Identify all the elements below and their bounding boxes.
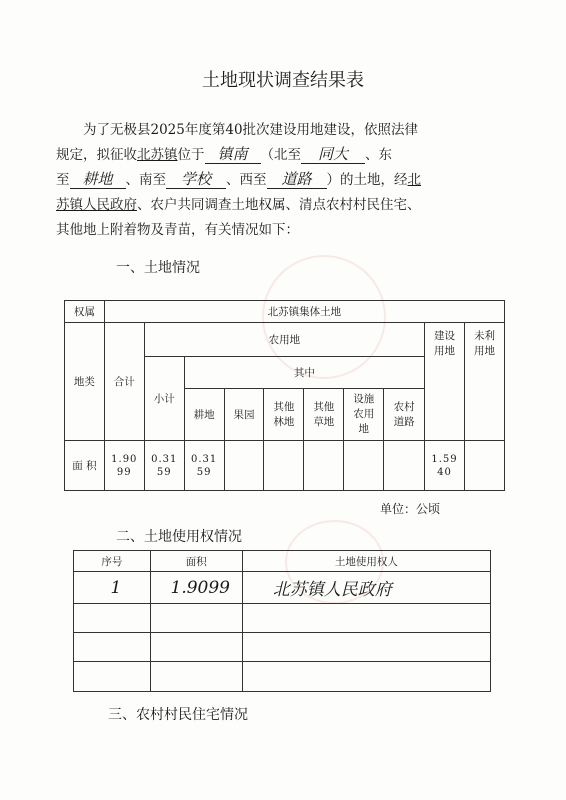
table-row [74,572,491,604]
gov-name: 苏镇人民政府 [56,197,137,213]
row-no [74,633,151,662]
section-heading-2: 二、土地使用权情况 [116,529,242,545]
col-grass: 其他草地 [304,389,344,441]
intro-text: 、东 [365,147,392,163]
ownership-label: 权属 [65,301,105,323]
ownership-value: 北苏镇集体土地 [104,301,504,323]
col-orchard: 果园 [224,389,264,441]
col-road: 农村道路 [384,389,425,441]
total-label: 合计 [104,323,144,441]
north-handwriting: 同大 [301,145,365,164]
intro-text: 规定，拟征收 [56,147,137,163]
page-title: 土地现状调查结果表 [202,70,364,91]
section-heading-3: 三、农村村民住宅情况 [108,707,248,723]
east-handwriting: 耕地 [70,170,126,189]
area-road [384,441,425,491]
intro-text: ）的土地，经 [326,172,408,188]
col-farmland: 耕地 [184,389,224,441]
construction-label: 建设用地 [425,323,465,441]
gov-name: 北 [407,172,421,188]
row-owner [242,604,490,633]
unit-label: 单位：公顷 [380,502,441,516]
row-owner [242,633,490,662]
col-header-no: 序号 [74,551,151,572]
area-label: 面 积 [65,441,105,491]
intro-paragraph [56,118,512,243]
col-header-owner: 土地使用权人 [242,551,490,572]
area-farmland: 0.3159 [184,441,224,491]
town-name: 北苏镇 [137,147,178,163]
row-area [150,633,242,662]
row-no [74,662,151,692]
row-owner [242,662,490,692]
of-which-label: 其中 [184,357,424,389]
area-unused [465,441,505,491]
intro-text: （北至 [260,147,301,163]
area-facility [344,441,384,491]
table-row [74,662,491,692]
intro-text: 、农户共同调查土地权属、清点农村村民住宅、 [137,197,421,213]
agri-label: 农用地 [144,323,424,357]
area-orchard [224,441,264,491]
land-use-right-table [73,550,491,692]
row-area [150,604,242,633]
land-table [64,300,505,491]
area-construction: 1.5940 [425,441,465,491]
area-subtotal: 0.3159 [144,441,184,491]
area-grass [304,441,344,491]
intro-text: 、南至 [125,172,166,188]
unused-label: 未利用地 [465,323,505,441]
south-handwriting: 学校 [166,170,226,189]
table-row [74,633,491,662]
row-area [150,662,242,692]
intro-text: 、西至 [226,172,267,188]
landtype-label: 地类 [65,323,105,441]
intro-text: 其他地上附着物及青苗，有关情况如下： [56,222,299,238]
row-no [74,604,151,633]
area-total: 1.9099 [104,441,144,491]
intro-text: 至 [56,172,70,188]
row-no: 1 [74,572,151,604]
section-heading-1: 一、土地情况 [116,260,200,276]
location-handwriting: 镇南 [205,145,261,164]
intro-text: 位于 [177,147,205,163]
col-facility: 设施农用地 [344,389,384,441]
west-handwriting: 道路 [267,170,327,189]
table-row [74,604,491,633]
col-header-area: 面积 [150,551,242,572]
subtotal-label: 小计 [144,357,184,441]
area-forest [264,441,304,491]
intro-line-1: 为了无极县2025年度第40批次建设用地建设，依照法律 [83,122,419,138]
row-owner: 北苏镇人民政府 [242,572,490,604]
col-forest: 其他林地 [264,389,304,441]
row-area: 1.9099 [150,572,242,604]
